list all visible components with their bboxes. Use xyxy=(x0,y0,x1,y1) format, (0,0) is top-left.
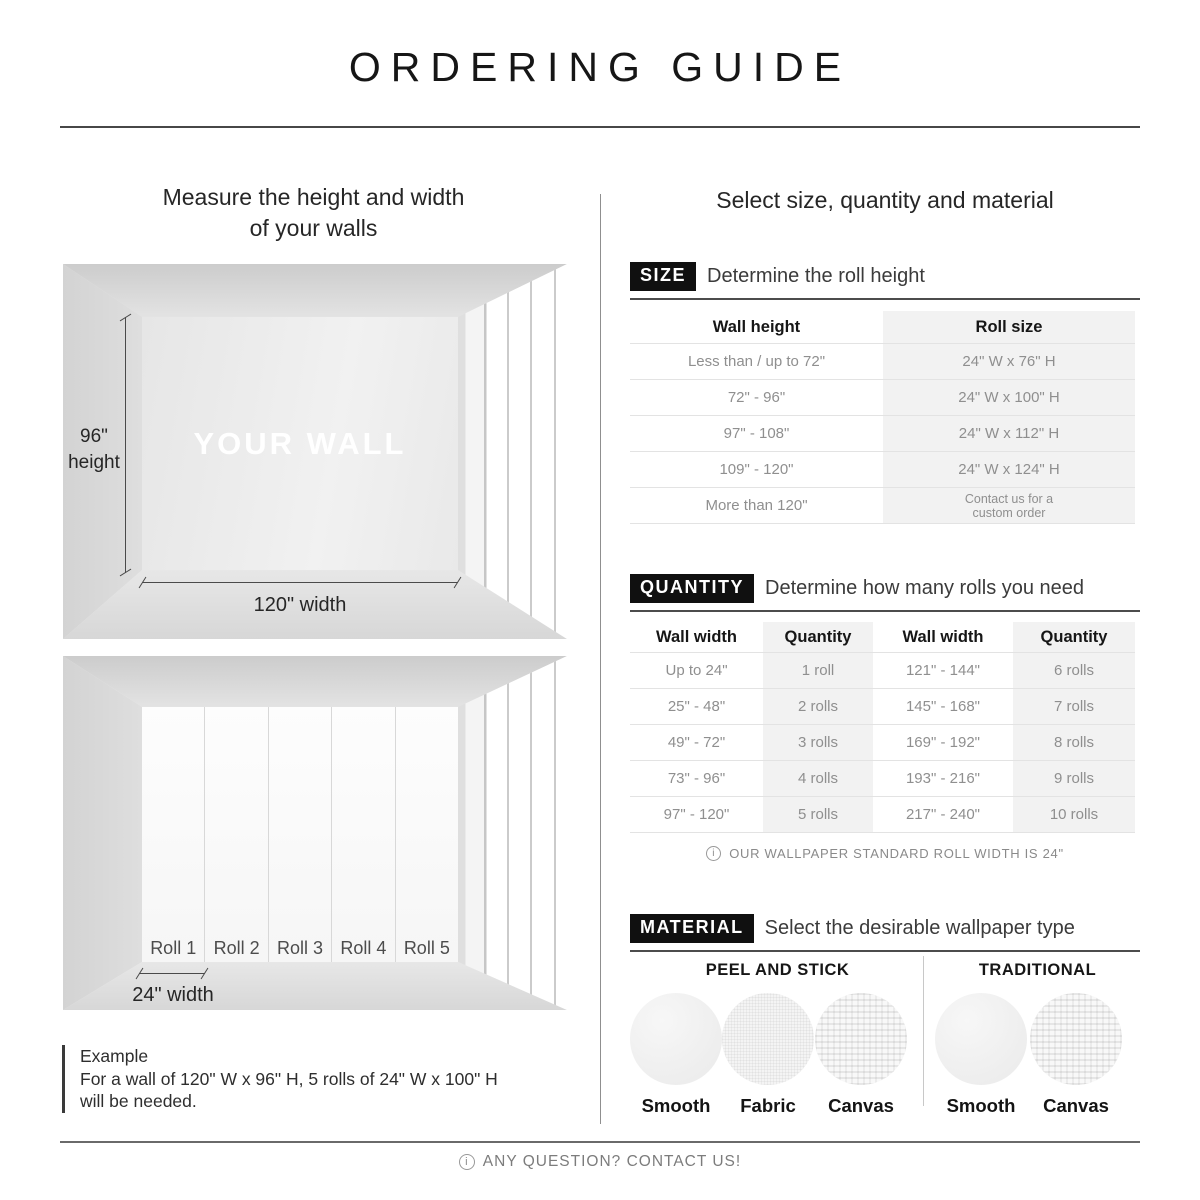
left-wall xyxy=(63,656,142,1010)
roll-size-cell: 24" W x 76" H xyxy=(883,344,1135,379)
back-wall xyxy=(142,317,458,570)
roll-width-measure-line xyxy=(139,973,205,974)
table-header-row xyxy=(630,311,1135,344)
height-dimension-label xyxy=(65,424,123,476)
quantity-header: Quantity xyxy=(763,622,873,652)
quantity-cell: 2 rolls xyxy=(763,689,873,724)
roll-panel xyxy=(269,707,332,962)
left-column-heading xyxy=(60,182,567,244)
roll-height-table xyxy=(630,311,1135,524)
smooth-texture-swatch xyxy=(630,993,722,1085)
swatch-label-smooth: Smooth xyxy=(641,1095,711,1116)
canvas-texture-swatch xyxy=(1030,993,1122,1085)
roll-panel xyxy=(332,707,395,962)
smooth-texture-swatch xyxy=(935,993,1027,1085)
roll-width-note xyxy=(630,846,1140,861)
table-row xyxy=(630,653,1135,689)
roll-size-cell: 24" W x 124" H xyxy=(883,452,1135,487)
table-row xyxy=(630,344,1135,380)
roll-size-cell: 24" W x 112" H xyxy=(883,416,1135,451)
column-divider xyxy=(600,194,601,1124)
quantity-cell: 6 rolls xyxy=(1013,653,1135,688)
table-row xyxy=(630,380,1135,416)
wall-width-cell: 25" - 48" xyxy=(667,698,726,715)
table-header-row xyxy=(630,622,1135,653)
quantity-section-title: Determine how many rolls you need xyxy=(765,577,1085,599)
wall-width-cell: 145" - 168" xyxy=(905,698,981,715)
height-measure-line xyxy=(125,317,126,573)
wall-height-cell: 97" - 108" xyxy=(723,425,790,442)
width-dimension-label: 120" width xyxy=(253,594,347,616)
left-heading-line1: Measure the height and width xyxy=(162,184,465,210)
room-illustration-your-wall xyxy=(63,264,567,639)
roll-label: Roll 1 xyxy=(150,938,197,958)
wall-width-cell: 121" - 144" xyxy=(905,662,981,679)
quantity-header: Quantity xyxy=(1013,622,1135,652)
wall-width-header: Wall width xyxy=(656,627,737,646)
quantity-section-header xyxy=(630,574,1140,612)
example-block xyxy=(62,1045,542,1113)
wallpaper-roll-panels xyxy=(142,707,458,962)
roll-size-cell: 24" W x 100" H xyxy=(883,380,1135,415)
quantity-cell: 5 rolls xyxy=(763,797,873,832)
table-row xyxy=(630,488,1135,524)
roll-panel xyxy=(396,707,458,962)
info-icon: i xyxy=(706,846,721,861)
quantity-badge: QUANTITY xyxy=(630,574,754,603)
window-wall xyxy=(458,656,567,1010)
material-group-divider xyxy=(923,956,924,1106)
your-wall-label: YOUR WALL xyxy=(193,425,407,461)
quantity-cell: 7 rolls xyxy=(1013,689,1135,724)
roll-size-cell xyxy=(883,488,1135,523)
roll-label: Roll 3 xyxy=(277,938,324,958)
wall-width-header: Wall width xyxy=(902,627,984,646)
quantity-cell: 4 rolls xyxy=(763,761,873,796)
info-icon: i xyxy=(459,1154,475,1170)
roll-label: Roll 2 xyxy=(213,938,260,958)
table-row xyxy=(630,761,1135,797)
quantity-cell: 10 rolls xyxy=(1013,797,1135,832)
traditional-group-label: TRADITIONAL xyxy=(978,961,1097,979)
material-section-header xyxy=(630,914,1140,952)
table-row xyxy=(630,416,1135,452)
roll-panel xyxy=(205,707,268,962)
quantity-cell: 9 rolls xyxy=(1013,761,1135,796)
roll-panel xyxy=(142,707,205,962)
wall-width-cell: 73" - 96" xyxy=(667,770,726,787)
wall-height-cell: More than 120" xyxy=(705,497,808,514)
roll-size-header: Roll size xyxy=(883,311,1135,343)
example-title: Example xyxy=(80,1046,149,1066)
swatch-label-canvas: Canvas xyxy=(828,1095,894,1116)
table-row xyxy=(630,797,1135,833)
size-section-title: Determine the roll height xyxy=(707,265,925,287)
wall-height-cell: Less than / up to 72" xyxy=(687,353,826,370)
size-badge: SIZE xyxy=(630,262,696,291)
fabric-texture-swatch xyxy=(722,993,814,1085)
page-title: ORDERING GUIDE xyxy=(348,44,852,90)
wall-width-cell: 193" - 216" xyxy=(905,770,981,787)
footer-contact-note xyxy=(0,1153,1200,1171)
peel-and-stick-group-label: PEEL AND STICK xyxy=(705,961,850,979)
roll-quantity-table xyxy=(630,622,1135,833)
material-badge: MATERIAL xyxy=(630,914,754,943)
height-value: 96" xyxy=(80,426,108,447)
canvas-texture-swatch xyxy=(815,993,907,1085)
right-column-heading: Select size, quantity and material xyxy=(716,187,1054,213)
swatch-label-smooth: Smooth xyxy=(946,1095,1016,1116)
quantity-cell: 8 rolls xyxy=(1013,725,1135,760)
example-line2: will be needed. xyxy=(80,1091,197,1111)
room-illustration-rolls xyxy=(63,656,567,1010)
quantity-cell: 1 roll xyxy=(763,653,873,688)
size-section-header xyxy=(630,262,1140,300)
footer-contact-text: ANY QUESTION? CONTACT US! xyxy=(482,1153,742,1170)
roll-width-dimension-label: 24" width xyxy=(132,984,214,1006)
table-row xyxy=(630,452,1135,488)
title-divider xyxy=(60,126,1140,128)
height-word: height xyxy=(68,452,120,473)
roll-label: Roll 4 xyxy=(340,938,387,958)
table-row xyxy=(630,689,1135,725)
wall-height-cell: 109" - 120" xyxy=(719,461,794,478)
footer-divider xyxy=(60,1141,1140,1143)
width-measure-line xyxy=(142,582,458,583)
quantity-cell: 3 rolls xyxy=(763,725,873,760)
wall-height-cell: 72" - 96" xyxy=(727,389,786,406)
material-section-title: Select the desirable wallpaper type xyxy=(764,917,1075,939)
wall-height-header: Wall height xyxy=(712,317,801,336)
swatch-label-canvas: Canvas xyxy=(1043,1095,1109,1116)
wall-width-cell: Up to 24" xyxy=(665,662,728,679)
roll-label: Roll 5 xyxy=(403,938,450,958)
left-heading-line2: of your walls xyxy=(249,215,378,241)
wall-width-cell: 49" - 72" xyxy=(667,734,726,751)
contact-us-text: Contact us for a custom order xyxy=(964,491,1054,520)
example-line1: For a wall of 120" W x 96" H, 5 rolls of 24" W x 100" H xyxy=(80,1068,498,1089)
table-row xyxy=(630,725,1135,761)
roll-width-note-text: OUR WALLPAPER STANDARD ROLL WIDTH IS 24" xyxy=(729,846,1064,861)
wall-width-cell: 97" - 120" xyxy=(663,806,730,823)
wall-width-cell: 217" - 240" xyxy=(905,806,981,823)
wall-width-cell: 169" - 192" xyxy=(905,734,981,751)
swatch-label-fabric: Fabric xyxy=(740,1095,796,1116)
